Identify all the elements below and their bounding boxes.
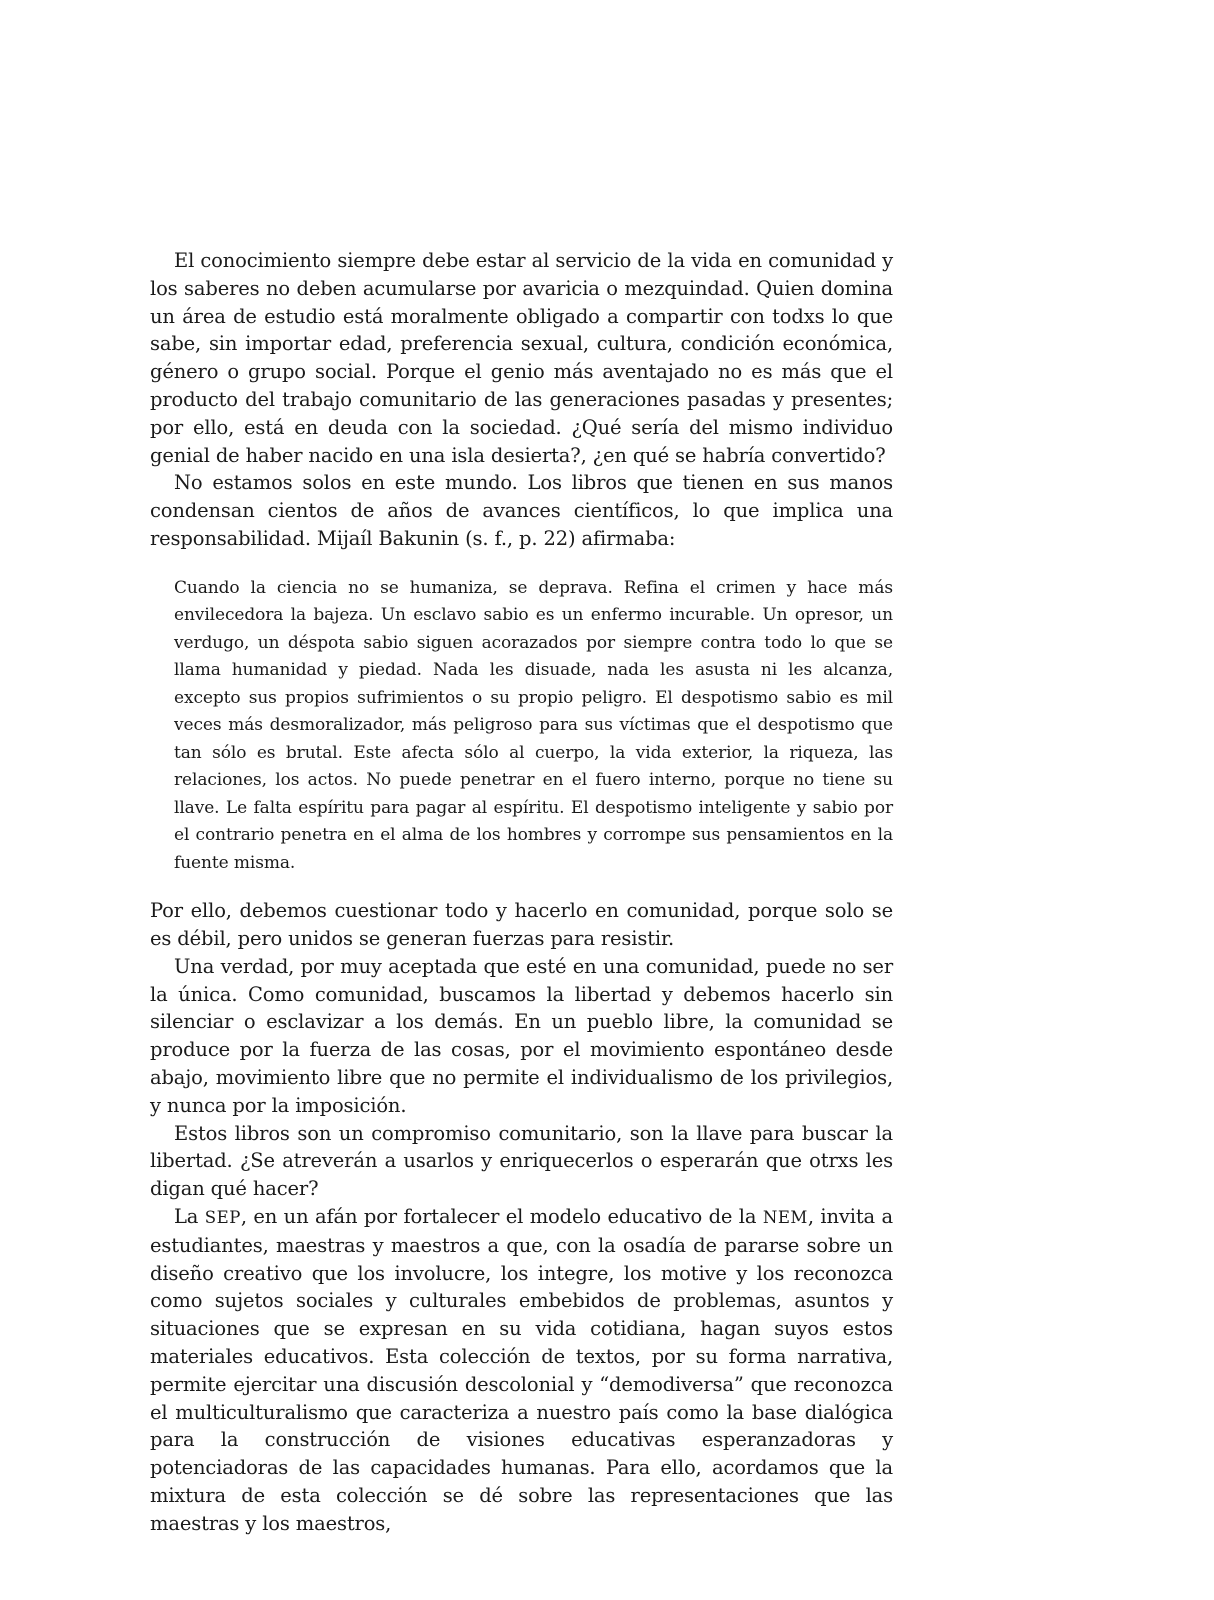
- paragraph-commitment: Estos libros son un compromiso comunitario, son la llave para buscar la libertad. ¿Se atreverán a usarlos y enriquecerlos o esperarán que otrxs les digan qué hacer?: [150, 1121, 893, 1201]
- block-quote-bakunin: Cuando la ciencia no se humaniza, se deprava. Refina el crimen y hace más envilecedora la bajeza. Un esclavo sabio es un enfermo incurable. Un opresor, un verdugo, un déspota sabio siguen acorazados por siempre contra todo lo que se llama humanidad y piedad. Nada les disuade, nada les asusta ni les alcanza, excepto sus propios sufrimientos o su propio peligro. El despotismo sabio es mil veces más desmoralizador, más peligroso para sus víctimas que el despotismo que tan sólo es brutal. Este afecta sólo al cuerpo, la vida exterior, la riqueza, las relaciones, los actos. No puede penetrar en el fuero interno, porque no tiene su llave. Le falta espíritu para pagar al espíritu. El despotismo inteligente y sabio por el contrario penetra en el alma de los hombres y corrompe sus pensamientos en la fuente misma.: [174, 577, 893, 873]
- paragraph-truth: Una verdad, por muy aceptada que esté en una comunidad, puede no ser la única. Como comunidad, buscamos la libertad y debemos hacerlo sin silenciar o esclavizar a los demás. En un pueblo libre, la comunidad se produce por la fuerza de las cosas, por el movimiento espontáneo desde abajo, movimiento libre que no permite el individualismo de los privilegios, y nunca por la imposición.: [150, 954, 893, 1117]
- paragraph-sep-invitation: [150, 1203, 893, 1538]
- text-segment: , en un afán por fortalecer el modelo educativo de la: [240, 1205, 763, 1229]
- paragraph-not-alone: No estamos solos en este mundo. Los libros que tienen en sus manos condensan cientos de años de avances científicos, lo que implica una responsabilidad. Mijaíl Bakunin (s. f., p. 22) afirmaba:: [150, 471, 893, 550]
- text-segment: La: [174, 1205, 205, 1229]
- paragraph-question-everything: Por ello, debemos cuestionar todo y hacerlo en comunidad, porque solo se es débil, pero unidos se generan fuerzas para resistir.: [150, 899, 893, 951]
- abbr-sep: SEP: [204, 1208, 241, 1228]
- document-page: [150, 247, 893, 1538]
- abbr-nem: NEM: [762, 1208, 808, 1228]
- text-segment: , invita a estudiantes, maestras y maestros a que, con la osadía de pararse sobre un diseño creativo que los involucre, los integre, los motive y los reconozca como sujetos sociales y culturales embebidos de problemas, asuntos y situaciones que se expresan en su vida cotidiana, hagan suyos estos materiales educativos. Esta colección de textos, por su forma narrativa, permite ejercitar una discusión descolonial y “demodiversa” que reconozca el multiculturalismo que caracteriza a nuestro país como la base dialógica para la construcción de visiones educativas esperanzadoras y potenciadoras de las capacidades humanas. Para ello, acordamos que la mixtura de esta colección se dé sobre las representaciones que las maestras y los maestros,: [150, 1205, 893, 1535]
- paragraph-knowledge-community: El conocimiento siempre debe estar al servicio de la vida en comunidad y los saberes no deben acumularse por avaricia o mezquindad. Quien domina un área de estudio está moralmente obligado a compartir con todxs lo que sabe, sin importar edad, preferencia sexual, cultura, condición económica, género o grupo social. Porque el genio más aventajado no es más que el producto del trabajo comunitario de las generaciones pasadas y presentes; por ello, está en deuda con la sociedad. ¿Qué sería del mismo individuo genial de haber nacido en una isla desierta?, ¿en qué se habría convertido?: [150, 249, 893, 467]
